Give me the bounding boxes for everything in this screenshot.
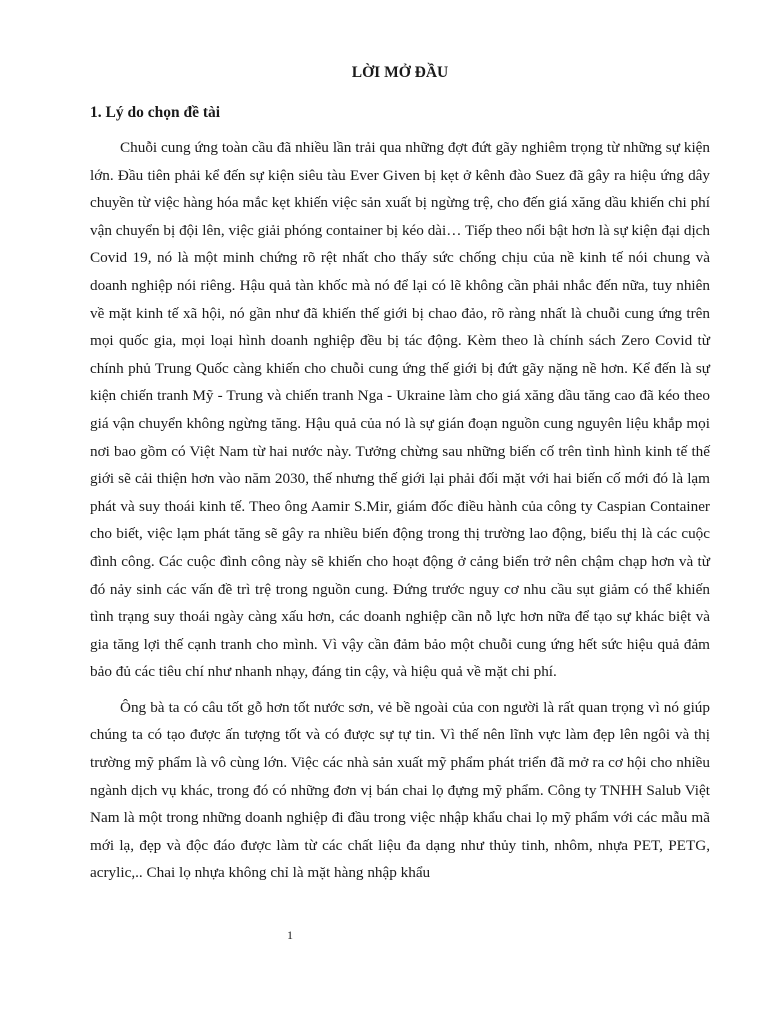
body-paragraph-2: Ông bà ta có câu tốt gỗ hơn tốt nước sơn, vẻ bề ngoài của con người là rất quan trọng vì nó giúp chúng ta có tạo được ấn tượng tốt và có được sự tự tin. Vì thế nên lĩnh vực làm đẹp lên ngôi và thị trường mỹ phẩm là vô cùng lớn. Việc các nhà sản xuất mỹ phẩm phát triển đã mở ra cơ hội cho nhiều ngành dịch vụ khác, trong đó có những đơn vị bán chai lọ đựng mỹ phẩm. Công ty TNHH Salub Việt Nam là một trong những doanh nghiệp đi đầu trong việc nhập khẩu chai lọ mỹ phẩm với các mẫu mã mới lạ, đẹp và độc đáo được làm từ các chất liệu đa dạng như thủy tinh, nhôm, nhựa PET, PETG, acrylic,.. Chai lọ nhựa không chỉ là mặt hàng nhập khẩu (90, 698, 710, 882)
document-title: LỜI MỞ ĐẦU (351, 64, 449, 81)
section-heading: 1. Lý do chọn đề tài (90, 104, 221, 121)
page-number: 1 (287, 928, 293, 942)
body-paragraph-1: Chuỗi cung ứng toàn cầu đã nhiều lần trải qua những đợt đứt gãy nghiêm trọng từ những sự kiện lớn. Đầu tiên phải kể đến sự kiện siêu tàu Ever Given bị kẹt ở kênh đào Suez đã gây ra hiệu ứng dây chuyền từ việc hàng hóa mắc kẹt khiến việc sản xuất bị ngừng trệ, cho đến giá xăng dầu khiến chi phí vận chuyển bị đội lên, việc giải phóng container bị kéo dài… Tiếp theo nổi bật hơn là sự kiện đại dịch Covid 19, nó là một minh chứng rõ rệt nhất cho thấy sức chống chịu của nề kinh tế nói chung và doanh nghiệp nói riêng. Hậu quả tàn khốc mà nó để lại có lẽ không cần phải nhắc đến nữa, tuy nhiên về mặt kinh tế xã hội, nó gần như đã khiến thế giới bị chao đảo, rõ ràng nhất là chuỗi cung ứng trên mọi quốc gia, mọi loại hình doanh nghiệp đều bị tác động. Kèm theo là chính sách Zero Covid từ chính phủ Trung Quốc càng khiến cho chuỗi cung ứng thế giới bị đứt gãy nặng nề hơn. Kể đến là sự kiện chiến tranh Mỹ - Trung và chiến tranh Nga - Ukraine làm cho giá xăng dầu tăng cao đã kéo theo giá vận chuyển không ngừng tăng. Hậu quả của nó là sự gián đoạn nguồn cung nguyên liệu khắp mọi nơi bao gồm có Việt Nam từ hai nước này. Tưởng chừng sau những biến cố trên tình hình kinh tế thế giới sẽ cải thiện hơn vào năm 2030, thế nhưng thế giới lại phải đối mặt với hai biến cố mới đó là lạm phát và suy thoái kinh tế. Theo ông Aamir S.Mir, giám đốc điều hành của công ty Caspian Container cho biết, việc lạm phát tăng sẽ gây ra nhiều biến động trong thị trường lao động, biểu thị là các cuộc đình công. Các cuộc đình công này sẽ khiến cho hoạt động ở cảng biển trở nên chậm chạp hơn và từ đó nảy sinh các vấn đề trì trệ trong nguồn cung. Đứng trước nguy cơ nhu cầu sụt giảm có thể khiến tình trạng suy thoái ngày càng xấu hơn, các doanh nghiệp cần nỗ lực hơn nữa để tạo sự khác biệt và gia tăng lợi thế cạnh tranh cho mình. Vì vậy cần đảm bảo một chuỗi cung ứng hết sức hiệu quả đảm bảo đủ các tiêu chí như nhanh nhạy, đáng tin cậy, và hiệu quả về mặt chi phí. (90, 139, 710, 681)
